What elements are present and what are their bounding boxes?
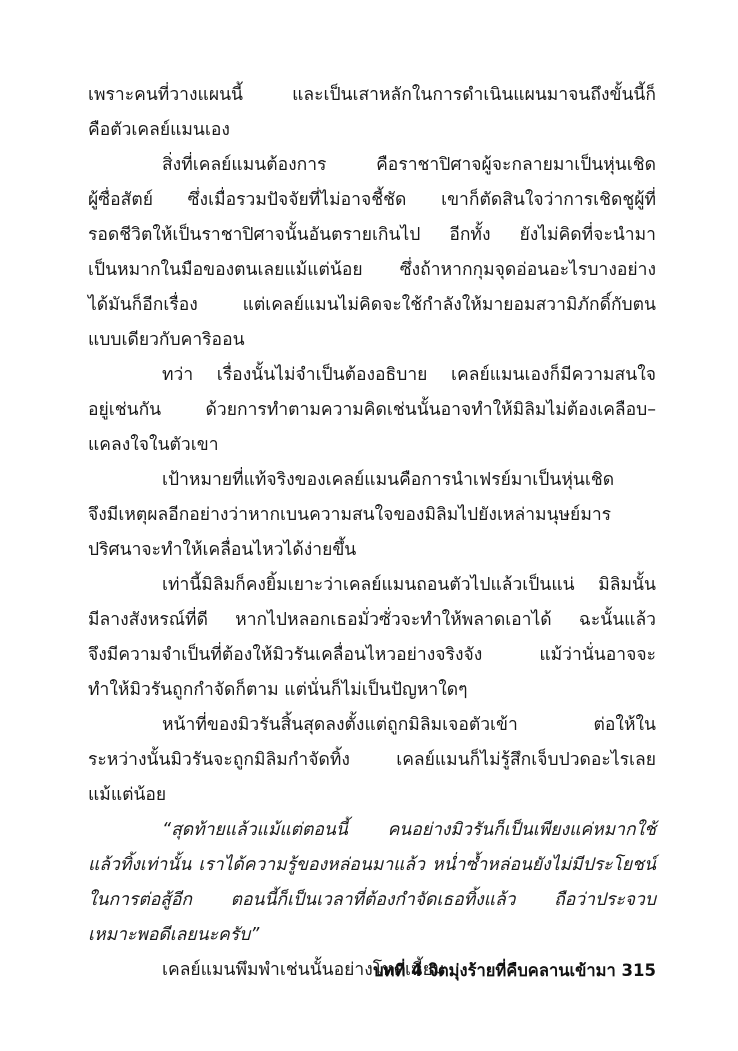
body-text	[88, 78, 656, 988]
text-line: เพราะคนที่วางแผนนี้ และเป็นเสาหลักในการดำเนินแผนมาจนถึงขั้นนี้ก็	[88, 85, 656, 105]
paragraph-start: เท่านี้มิลิมก็คงยิ้มเยาะว่าเคลย์แมนถอนตัวไปแล้วเป็นแน่ มิลิมนั้น	[162, 575, 656, 595]
text-line: แม้แต่น้อย	[88, 785, 167, 805]
text-line: คือตัวเคลย์แมนเอง	[88, 120, 230, 140]
dialogue-line: ในการต่อสู้อีก ตอนนี้ก็เป็นเวลาที่ต้องกำจัดเธอทิ้งแล้ว ถือว่าประจวบ	[88, 890, 656, 910]
text-line: ปริศนาจะทำให้เคลื่อนไหวได้ง่ายขึ้น	[88, 540, 357, 560]
paragraph-start: หน้าที่ของมิวรันสิ้นสุดลงตั้งแต่ถูกมิลิมเจอตัวเข้า ต่อให้ใน	[162, 715, 656, 735]
text-line: มีลางสังหรณ์ที่ดี หากไปหลอกเธอมั่วซั่วจะทำให้พลาดเอาได้ ฉะนั้นแล้ว	[88, 610, 656, 630]
paragraph-start: เคลย์แมนพึมพำเช่นนั้นอย่างโหดเหี้ยม	[162, 960, 445, 980]
text-line: แคลงใจในตัวเขา	[88, 435, 219, 455]
text-line: ระหว่างนั้นมิวรันจะถูกมิลิมกำจัดทิ้ง เคลย์แมนก็ไม่รู้สึกเจ็บปวดอะไรเลย	[88, 750, 656, 770]
dialogue-start: “สุดท้ายแล้วแม้แต่ตอนนี้ คนอย่างมิวรันก็เป็นเพียงแค่หมากใช้	[162, 820, 656, 840]
text-line: จึงมีเหตุผลอีกอย่างว่าหากเบนความสนใจของมิลิมไปยังเหล่ามนุษย์มาร	[88, 505, 612, 525]
text-line: เป็นหมากในมือของตนเลยแม้แต่น้อย ซึ่งถ้าหากกุมจุดอ่อนอะไรบางอย่าง	[88, 260, 656, 280]
text-line: แบบเดียวกับคาริออน	[88, 330, 245, 350]
text-line: ทำให้มิวรันถูกกำจัดก็ตาม แต่นั่นก็ไม่เป็นปัญหาใดๆ	[88, 680, 468, 700]
text-line: ผู้ซื่อสัตย์ ซึ่งเมื่อรวมปัจจัยที่ไม่อาจชี้ชัด เขาก็ตัดสินใจว่าการเชิดชูผู้ที่	[88, 190, 656, 210]
dialogue-line: แล้วทิ้งเท่านั้น เราได้ความรู้ของหล่อนมาแล้ว หน่ำซ้ำหล่อนยังไม่มีประโยชน์	[88, 855, 656, 875]
text-line: อยู่เช่นกัน ด้วยการทำตามความคิดเช่นนั้นอาจทำให้มิลิมไม่ต้องเคลือบ–	[88, 400, 656, 420]
text-line: ได้มันก็อีกเรื่อง แต่เคลย์แมนไม่คิดจะใช้กำลังให้มายอมสวามิภักดิ์กับตน	[88, 295, 656, 315]
text-line: จึงมีความจำเป็นที่ต้องให้มิวรันเคลื่อนไหวอย่างจริงจัง แม้ว่านั่นอาจจะ	[88, 645, 656, 665]
paragraph-start: เป้าหมายที่แท้จริงของเคลย์แมนคือการนำเฟรย์มาเป็นหุ่นเชิด	[162, 470, 615, 490]
paragraph-start: ทว่า เรื่องนั้นไม่จำเป็นต้องอธิบาย เคลย์แมนเองก็มีความสนใจ	[162, 365, 656, 385]
running-footer: บทที่ 4 จิตมุ่งร้ายที่คืบคลานเข้ามา 315	[373, 961, 656, 980]
paragraph-start: สิ่งที่เคลย์แมนต้องการ คือราชาปิศาจผู้จะกลายมาเป็นหุ่นเชิด	[162, 155, 656, 175]
dialogue-line: เหมาะพอดีเลยนะครับ”	[88, 925, 260, 945]
text-line: รอดชีวิตให้เป็นราชาปิศาจนั้นอันตรายเกินไป อีกทั้ง ยังไม่คิดที่จะนำมา	[88, 225, 656, 245]
